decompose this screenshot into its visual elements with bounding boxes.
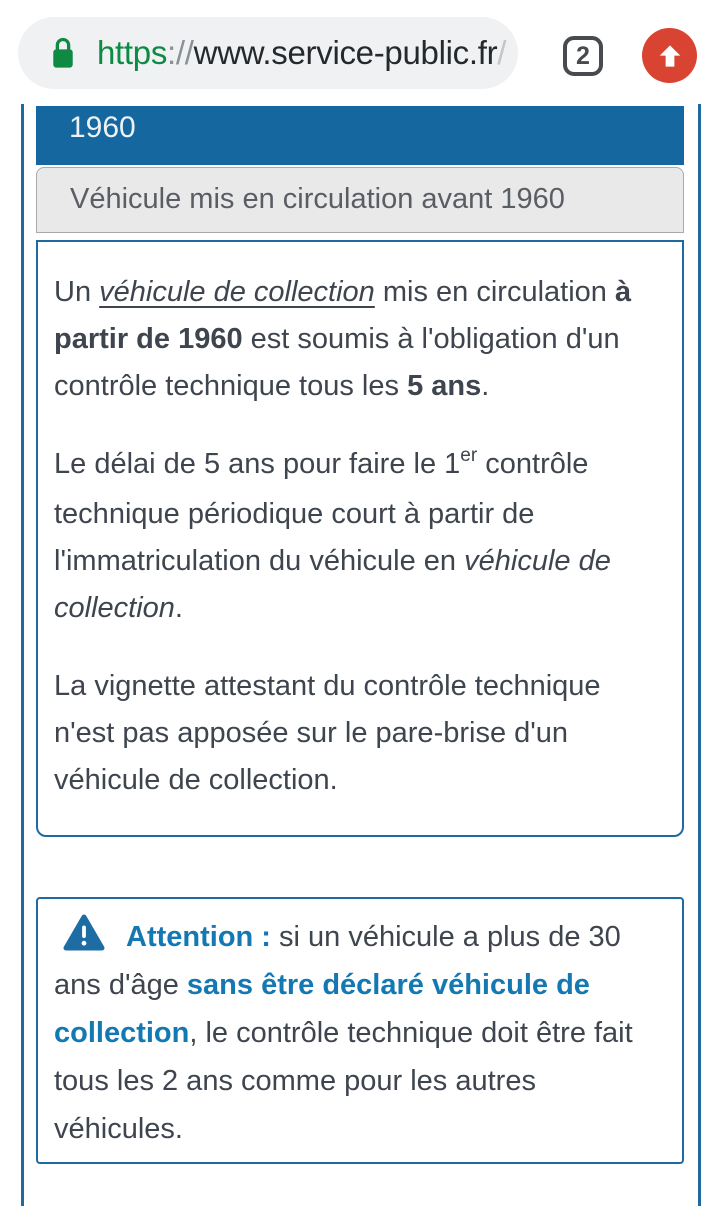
text-segment: Le délai de 5 ans pour faire le 1: [54, 448, 461, 480]
url-scheme: https: [97, 34, 168, 71]
text-segment: , le contrôle technique doit être fait tous les 2 ans comme pour les autres véhicules.: [54, 1017, 633, 1145]
attention-text: [54, 921, 633, 1145]
text-segment: si un véhicule a plus de 30 ans d'âge: [54, 921, 621, 1001]
url-text: [97, 34, 506, 72]
definition-link-vehicule-de-collection[interactable]: véhicule de collection: [99, 276, 375, 308]
accordion-tab-collapsed[interactable]: [36, 167, 684, 233]
text-segment: La vignette attestant du contrôle technique n'est pas apposée sur le pare-brise d'un véhicule de collection.: [54, 670, 601, 796]
accordion-tab-active-label: 1960: [69, 111, 136, 144]
text-segment: .: [174, 592, 183, 624]
text-segment: .: [481, 370, 490, 402]
text-segment: contrôle technique périodique court à partir de l'immatriculation du véhicule en: [54, 448, 589, 577]
paragraph-controle-obligation: [54, 269, 667, 410]
accordion-tab-collapsed-label: Véhicule mis en circulation avant 1960: [70, 183, 565, 215]
text-segment: Un: [54, 276, 100, 308]
tab-switcher-button[interactable]: [563, 36, 603, 76]
url-truncated-path: /: [497, 34, 507, 71]
tab-content-panel: [36, 240, 684, 837]
text-segment: mis en circulation: [374, 276, 615, 308]
text-segment: er: [460, 445, 478, 466]
accordion-tab-active[interactable]: [36, 106, 684, 165]
browser-update-button[interactable]: [642, 28, 697, 83]
attention-box: [36, 897, 684, 1164]
attention-label: Attention :: [126, 921, 271, 953]
url-host: www.service-public.fr: [193, 34, 498, 71]
text-segment: véhicule de collection: [54, 545, 611, 624]
url-separator: ://: [167, 34, 194, 71]
browser-address-bar: [0, 0, 720, 97]
text-segment: à partir de 1960: [54, 276, 632, 355]
paragraph-delai-5-ans: [54, 441, 667, 632]
paragraph-vignette: [54, 663, 667, 804]
tab-count: 2: [576, 41, 590, 70]
url-omnibox[interactable]: [18, 17, 518, 89]
warning-triangle-icon: [63, 914, 105, 952]
text-segment: est soumis à l'obligation d'un contrôle technique tous les: [54, 323, 620, 402]
page-container-left-border: [21, 104, 24, 1206]
page-container-right-border: [698, 104, 701, 1206]
arrow-up-icon: [655, 41, 685, 71]
lock-icon[interactable]: [48, 36, 78, 70]
text-segment: 5 ans: [407, 370, 482, 402]
link-sans-etre-declare-vehicule-de-collection[interactable]: sans être déclaré véhicule de collection: [54, 969, 590, 1049]
